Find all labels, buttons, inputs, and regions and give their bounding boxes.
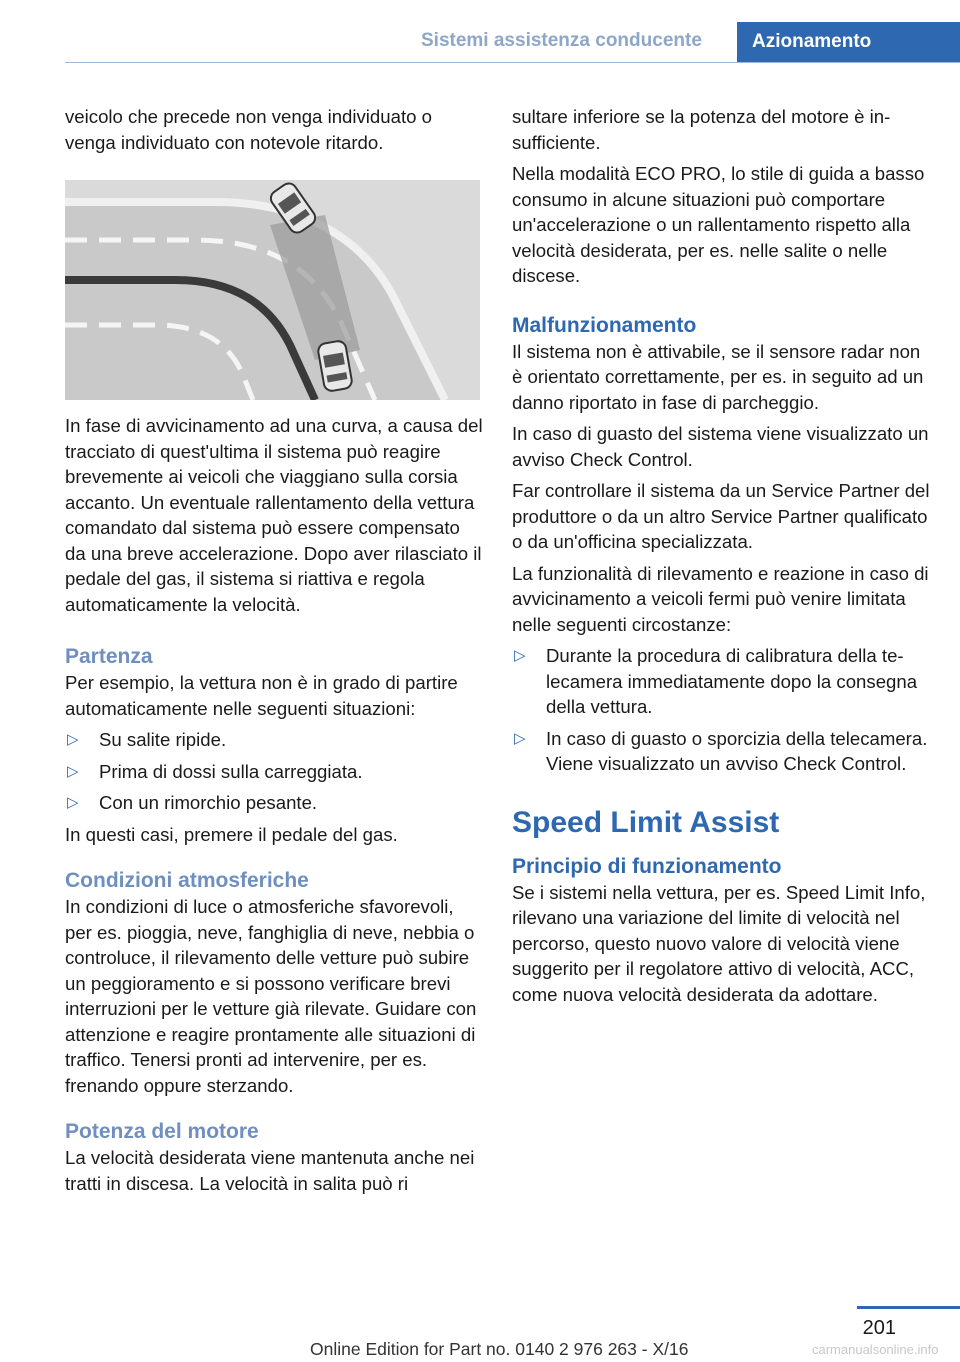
heading-partenza: Partenza <box>65 645 153 668</box>
page-number: 201 <box>862 1317 896 1339</box>
left-paragraph-5: In condizioni di luce o atmosferiche sfavorevoli, per es. pioggia, neve, fanghiglia di neve, nebbia o controluce, il rilevamento delle vetture può subire un peggioramento e si possono verificare brevi interruzioni per le vetture già rilevate. Guidare con attenzione e reagire prontamente alle situazioni di traffico. Tenersi pronti ad intervenire, per es. frenando oppure sterzando. <box>65 896 477 1096</box>
list-item: ▷ Prima di dossi sulla carreggiata. <box>65 759 485 785</box>
heading-speed-limit-assist: Speed Limit Assist <box>512 805 780 839</box>
heading-condizioni: Condizioni atmosferiche <box>65 869 309 892</box>
left-column <box>65 104 485 1196</box>
list-item: ▷ Su salite ripide. <box>65 727 485 753</box>
heading-principio: Principio di funzionamento <box>512 854 782 878</box>
footer-edition: Online Edition for Part no. 0140 2 976 263 - X/16 <box>310 1339 689 1359</box>
bullet-triangle-icon: ▷ <box>514 729 526 747</box>
left-paragraph-2: In fase di avvicinamento ad una curva, a causa del tracciato di quest'ultima il sistema può reagire brevemente ai veicoli che viaggiano sulla corsia accanto. Un eventuale rallentamento della vettura comandato dal sistema può essere compensato da una breve accelerazione. Dopo aver rilasciato il pedale del gas, il sistema si riattiva e regola automaticamente la velocità. <box>65 415 483 615</box>
bullet-triangle-icon: ▷ <box>67 762 79 780</box>
bullet-triangle-icon: ▷ <box>67 731 79 748</box>
curve-road-diagram <box>65 180 480 400</box>
bullet-triangle-icon: ▷ <box>514 647 526 664</box>
right-paragraph-5: Far controllare il sistema da un Service Partner del produttore o da un altro Service Partner qualificato o da un'officina specializzata. <box>512 480 930 552</box>
right-paragraph-2: Nella modalità ECO PRO, lo stile di guida a basso consumo in alcune situazioni può comportare un'accelerazione o un rallentamento rispetto alla velocità desiderata, per es. nelle salite o nelle discese. <box>512 163 925 286</box>
left-paragraph-3: Per esempio, la vettura non è in grado di partire automaticamente nelle seguenti situazioni: <box>65 672 458 719</box>
right-paragraph-1: sultare inferiore se la potenza del motore è insufficiente. <box>512 106 891 153</box>
list-item: ▷ In caso di guasto o sporcizia della telecamera. Viene visualizzato un avviso Check Control. <box>514 727 928 774</box>
header-chapter-tab <box>737 22 960 63</box>
right-paragraph-4: In caso di guasto del sistema viene visualizzato un avviso Check Control. <box>512 423 929 470</box>
curve-illustration <box>65 180 480 400</box>
watermark: carmanualsonline.info <box>812 1342 939 1357</box>
footer-accent-line <box>857 1306 960 1309</box>
left-paragraph-1: veicolo che precede non venga individuato o venga individuato con notevole ritardo. <box>65 106 432 153</box>
right-paragraph-6: La funzionalità di rilevamento e reazione in caso di avvicinamento a veicoli fermi può venire limitata nelle seguenti circostanze: <box>512 562 929 635</box>
list-item: ▷ Durante la procedura di calibratura della telecamera immediatamente dopo la consegna della vettura. <box>514 645 918 717</box>
header-divider <box>65 62 960 63</box>
left-paragraph-6: La velocità desiderata viene mantenuta anche nei tratti in discesa. La velocità in salita può ri <box>65 1147 475 1194</box>
partenza-list <box>65 727 485 816</box>
right-column <box>512 104 932 1007</box>
heading-potenza: Potenza del motore <box>65 1120 259 1143</box>
header-section-title: Sistemi assistenza conducente <box>421 30 702 51</box>
right-paragraph-7: Se i sistemi nella vettura, per es. Speed Limit Info, rilevano una variazione del limite di velocità nel percorso, questo nuovo valore di velocità viene suggerito per il regolatore attivo di velocità, ACC, come nuova velocità desiderata da adottare. <box>512 881 926 1005</box>
list-item: ▷ Con un rimorchio pesante. <box>65 790 485 816</box>
left-paragraph-4: In questi casi, premere il pedale del gas. <box>65 823 398 845</box>
heading-malfunzionamento: Malfunzionamento <box>512 313 697 337</box>
bullet-triangle-icon: ▷ <box>67 794 79 811</box>
header-chapter-label: Azionamento <box>752 31 872 52</box>
right-paragraph-3: Il sistema non è attivabile, se il sensore radar non è orientato correttamente, per es. in seguito ad un danno riportato in fase di parcheggio. <box>512 340 924 413</box>
limitazioni-list <box>512 643 932 777</box>
